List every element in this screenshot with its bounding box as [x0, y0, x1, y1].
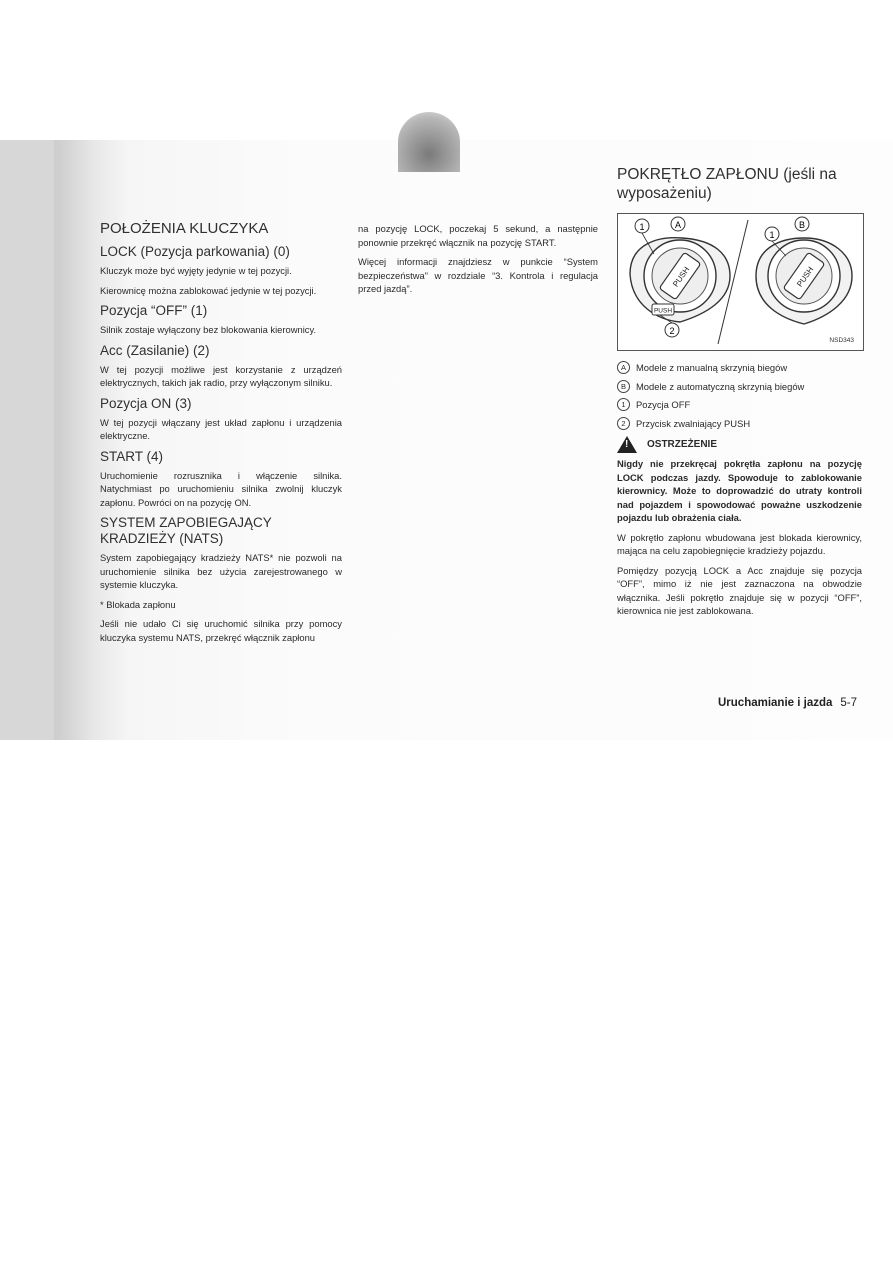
middle-column [358, 222, 598, 302]
nats-heading: SYSTEM ZAPOBIEGAJĄCY KRADZIEŻY (NATS) [100, 515, 272, 546]
acc-text: W tej pozycji możliwe jest korzystanie z urządzeń elektrycznych, takich jak radio, przy wyłączonym silniku. [100, 363, 342, 388]
scan-artifact [398, 112, 460, 172]
warning-header [617, 436, 862, 453]
ignition-text-2: Pomiędzy pozycją LOCK a Acc znajduje się pozycja “OFF”, mimo iż nie jest zaznaczona na obwodzie włącznika. Jeśli pokrętło znajduje się w pozycji “OFF”, kierownica nie jest zablokowana. [617, 564, 862, 616]
on-text: W tej pozycji włączany jest układ zapłonu i urządzenia elektryczne. [100, 416, 342, 441]
off-heading: Pozycja “OFF” (1) [100, 303, 208, 318]
nats-text-1: System zapobiegający kradzieży NATS* nie pozwoli na uruchomienie silnika bez użycia zarejestrowanego w systemie kluczyka. [100, 552, 342, 590]
nats-text-2: Jeśli nie udało Ci się uruchomić silnika przy pomocy kluczyka systemu NATS, przekręć włącznik zapłonu [100, 618, 342, 643]
off-text: Silnik zostaje wyłączony bez blokowania kierownicy. [100, 324, 317, 335]
push-label-right: PUSH [795, 265, 816, 289]
ignition-knob-title: POKRĘTŁO ZAPŁONU (jeśli na wyposażeniu) [617, 166, 837, 202]
acc-heading: Acc (Zasilanie) (2) [100, 342, 210, 358]
warning-title: OSTRZEŻENIE [647, 438, 718, 450]
key-positions-title: POŁOŻENIA KLUCZYKA [100, 220, 269, 237]
right-column [617, 165, 862, 624]
knob-automatic-figure [756, 238, 852, 324]
knob-manual-figure [630, 238, 730, 322]
legend-text: Przycisk zwalniający PUSH [636, 417, 751, 429]
legend-mark: 2 [617, 417, 630, 430]
legend-text: Modele z automatyczną skrzynią biegów [636, 380, 805, 392]
legend-mark: 1 [617, 398, 630, 411]
start-text: Uruchomienie rozrusznika i włączenie silnika. Natychmiast po uruchomieniu silnika zwolnij kluczyk zapłonu. Powróci on na pozycję ON. [100, 469, 342, 508]
section-name: Uruchamianie i jazda [718, 697, 833, 709]
legend-text: Modele z manualną skrzynią biegów [636, 362, 788, 373]
figure-code: NSD343 [829, 337, 854, 344]
legend-item [617, 398, 862, 412]
nats-footnote: * Blokada zapłonu [100, 598, 176, 610]
middle-text-1: na pozycję LOCK, poczekaj 5 sekund, a następnie ponownie przekręć włącznik na pozycję START. [358, 223, 598, 248]
push-button-label: PUSH [653, 307, 673, 315]
warning-icon: ! [617, 436, 637, 453]
page-number: 5-7 [840, 697, 858, 709]
lock-text-1: Kluczyk może być wyjęty jedynie w tej pozycji. [100, 265, 292, 276]
push-label-left: PUSH [671, 265, 692, 289]
legend-item [617, 380, 862, 394]
callout-1-right: 1 [769, 230, 775, 240]
start-heading: START (4) [100, 448, 164, 464]
callout-b: B [798, 220, 806, 230]
ignition-knob-diagram [617, 213, 864, 351]
on-heading: Pozycja ON (3) [100, 395, 192, 411]
page-footer [718, 697, 857, 709]
legend-mark: A [617, 361, 630, 374]
left-column [100, 220, 342, 650]
lock-heading: LOCK (Pozycja parkowania) (0) [100, 244, 290, 259]
callout-1-left: 1 [639, 222, 645, 232]
callout-2: 2 [669, 326, 675, 336]
diagram-legend [617, 361, 862, 430]
middle-text-2: Więcej informacji znajdziesz w punkcie “System bezpieczeństwa” w rozdziale “3. Kontrola i regulacja przed jazdą”. [358, 256, 598, 294]
legend-item [617, 417, 862, 431]
legend-item [617, 361, 862, 375]
legend-mark: B [617, 380, 630, 393]
warning-text: Nigdy nie przekręcaj pokrętła zapłonu na pozycję LOCK podczas jazdy. Spowoduje to zablokowanie kierownicy. Może to doprowadzić do utraty kontroli nad pojazdem i spowodować poważne uszkodzenie pojazdu lub obrażenia ciała. [617, 458, 862, 523]
legend-text: Pozycja OFF [636, 399, 691, 410]
book-spine [0, 140, 54, 740]
lock-text-2: Kierownicę można zablokować jedynie w tej pozycji. [100, 284, 317, 296]
ignition-text-1: W pokrętło zapłonu wbudowana jest blokada kierownicy, mająca na celu zapobiegnięcie kradzieży pojazdu. [617, 531, 862, 556]
callout-a: A [674, 220, 682, 230]
